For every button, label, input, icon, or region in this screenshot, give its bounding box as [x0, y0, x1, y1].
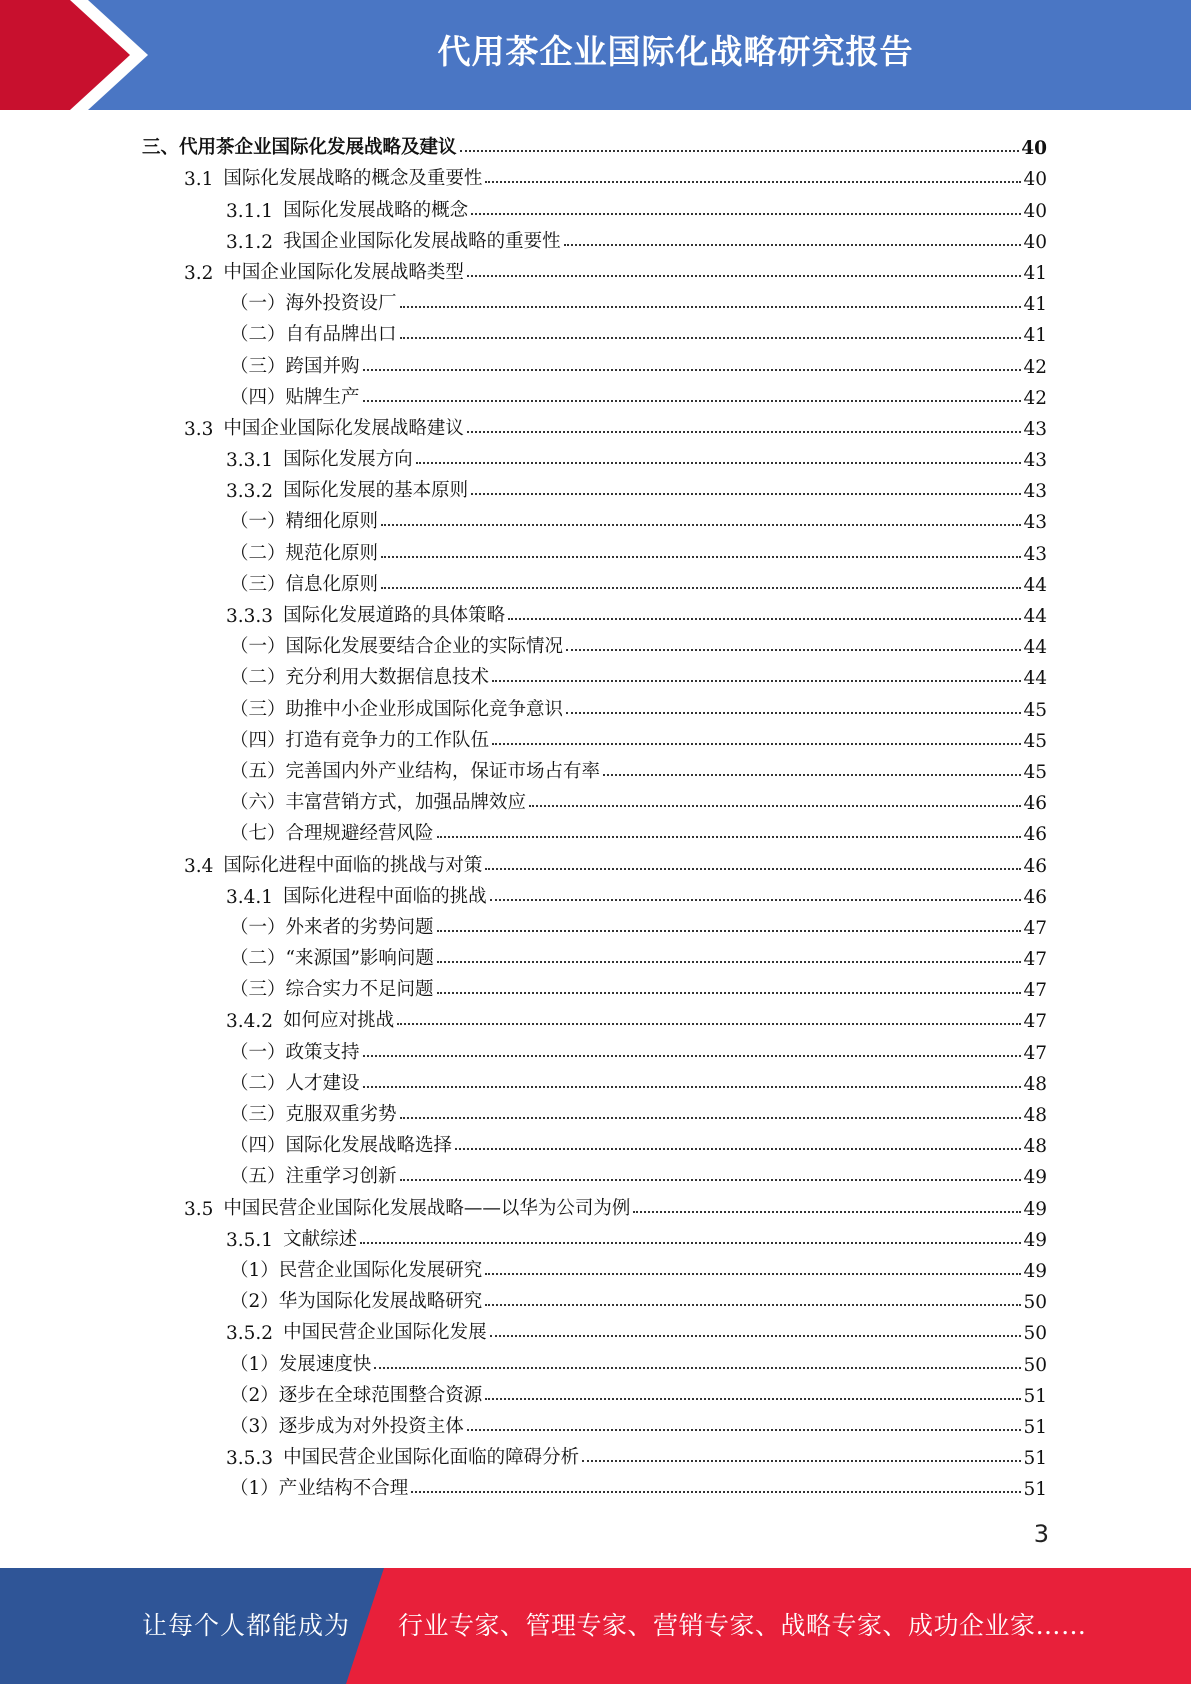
- toc-entry-page: 46: [1023, 793, 1047, 815]
- toc-dot-leader: [529, 805, 1021, 807]
- toc-entry-page: 47: [1023, 1011, 1047, 1033]
- toc-entry-page: 48: [1023, 1105, 1047, 1126]
- table-of-contents: [142, 128, 1047, 1500]
- toc-entry-title: 国际化发展的基本原则: [283, 480, 469, 502]
- toc-entry-page: 46: [1023, 855, 1047, 877]
- toc-entry-title: （五）完善国内外产业结构，保证市场占有率: [230, 760, 601, 782]
- toc-entry-page: 45: [1023, 699, 1047, 721]
- toc-entry-title: 文献综述: [283, 1228, 358, 1250]
- toc-dot-leader: [363, 1055, 1022, 1057]
- toc-entry-title: 国际化进程中面临的挑战与对策: [223, 854, 483, 876]
- toc-dot-leader: [492, 680, 1021, 682]
- toc-entry-page: 49: [1023, 1167, 1047, 1189]
- toc-entry-page: 45: [1023, 761, 1047, 783]
- toc-entry-title: （1）发展速度快: [230, 1353, 372, 1375]
- toc-dot-leader: [381, 556, 1021, 558]
- toc-dot-leader: [471, 213, 1021, 215]
- toc-entry-number: 3.4: [184, 855, 214, 877]
- toc-entry-page: 51: [1023, 1479, 1047, 1501]
- toc-entry-title: （四）贴牌生产: [230, 386, 360, 408]
- toc-entry-number: 3.3.1: [226, 450, 274, 472]
- toc-entry-page: 43: [1023, 418, 1047, 440]
- toc-entry[interactable]: [142, 346, 1047, 377]
- toc-entry-number: 3.3: [184, 418, 214, 440]
- toc-dot-leader: [492, 743, 1021, 745]
- toc-entry-number: 3.3.2: [226, 481, 274, 503]
- toc-entry-title: （四）国际化发展战略选择: [230, 1135, 453, 1157]
- toc-entry[interactable]: [142, 440, 1047, 471]
- toc-entry-title: （一）海外投资设厂: [230, 293, 397, 315]
- toc-dot-leader: [437, 930, 1022, 932]
- page-footer: [0, 1568, 1191, 1684]
- toc-entry[interactable]: [142, 378, 1047, 409]
- toc-dot-leader: [397, 1023, 1021, 1025]
- toc-entry-title: 国际化进程中面临的挑战: [283, 885, 487, 907]
- toc-dot-leader: [400, 306, 1022, 308]
- toc-entry-page: 43: [1023, 481, 1047, 503]
- toc-entry[interactable]: [142, 939, 1047, 970]
- toc-dot-leader: [564, 244, 1022, 246]
- toc-entry-page: 50: [1023, 1354, 1047, 1376]
- toc-entry-title: （2）华为国际化发展战略研究: [230, 1291, 483, 1313]
- toc-entry[interactable]: [142, 1032, 1047, 1063]
- toc-entry-page: 40: [1023, 231, 1047, 253]
- toc-entry-number: 3.2: [184, 262, 214, 284]
- toc-entry-number: 3.1.2: [226, 231, 274, 253]
- toc-entry[interactable]: [142, 1344, 1047, 1375]
- toc-entry-title: （一）国际化发展要结合企业的实际情况: [230, 636, 564, 658]
- toc-entry[interactable]: [142, 1126, 1047, 1157]
- toc-entry[interactable]: [142, 1251, 1047, 1282]
- toc-entry-title: （二）充分利用大数据信息技术: [230, 667, 490, 689]
- toc-entry-title: （1）产业结构不合理: [230, 1478, 409, 1500]
- toc-dot-leader: [508, 618, 1021, 620]
- toc-entry-title: （三）助推中小企业形成国际化竞争意识: [230, 698, 564, 720]
- toc-entry[interactable]: [142, 783, 1047, 814]
- toc-dot-leader: [400, 1117, 1022, 1119]
- toc-dot-leader: [471, 493, 1021, 495]
- toc-entry-number: 3.4.1: [226, 886, 274, 908]
- toc-entry-page: 40: [1023, 169, 1047, 191]
- toc-entry-page: 44: [1023, 606, 1047, 627]
- toc-entry-page: 47: [1023, 949, 1047, 971]
- toc-entry-page: 48: [1023, 1073, 1047, 1095]
- toc-dot-leader: [437, 992, 1022, 994]
- toc-entry[interactable]: [142, 409, 1047, 440]
- toc-entry-page: 51: [1023, 1448, 1047, 1470]
- toc-dot-leader: [455, 1148, 1021, 1150]
- toc-entry-page: 49: [1023, 1229, 1047, 1251]
- toc-dot-leader: [360, 1242, 1021, 1244]
- toc-dot-leader: [416, 462, 1022, 464]
- toc-entry[interactable]: [142, 1376, 1047, 1407]
- toc-entry-page: 49: [1023, 1198, 1047, 1220]
- toc-entry[interactable]: [142, 1407, 1047, 1438]
- toc-entry[interactable]: [142, 689, 1047, 720]
- toc-entry-title: 国际化发展方向: [283, 449, 413, 471]
- toc-entry-page: 42: [1023, 356, 1047, 378]
- toc-entry-title: 中国企业国际化发展战略建议: [223, 417, 464, 439]
- toc-entry[interactable]: [142, 1313, 1047, 1344]
- toc-entry-page: 49: [1023, 1260, 1047, 1282]
- toc-entry-page: 40: [1021, 138, 1047, 160]
- toc-dot-leader: [460, 150, 1020, 152]
- toc-dot-leader: [566, 712, 1021, 714]
- toc-dot-leader: [490, 1335, 1022, 1337]
- toc-entry[interactable]: [142, 1157, 1047, 1188]
- toc-entry-title: 国际化发展战略的概念: [283, 199, 469, 221]
- toc-entry-title: （1）民营企业国际化发展研究: [230, 1259, 483, 1281]
- toc-entry-title: （2）逐步在全球范围整合资源: [230, 1384, 483, 1406]
- toc-entry-number: 3.3.3: [226, 606, 274, 627]
- toc-entry-number: 3.1.1: [226, 200, 274, 222]
- toc-entry[interactable]: [142, 814, 1047, 845]
- toc-entry[interactable]: [142, 1469, 1047, 1500]
- toc-entry[interactable]: [142, 845, 1047, 876]
- toc-entry-page: 43: [1023, 512, 1047, 534]
- toc-entry-page: 45: [1023, 730, 1047, 752]
- toc-entry[interactable]: [142, 1220, 1047, 1251]
- toc-entry[interactable]: [142, 533, 1047, 564]
- toc-dot-leader: [374, 1367, 1021, 1369]
- toc-entry-page: 46: [1023, 824, 1047, 846]
- chevron-arrow-icon: [0, 0, 160, 110]
- toc-entry-title: 我国企业国际化发展战略的重要性: [283, 230, 561, 252]
- toc-dot-leader: [363, 400, 1022, 402]
- toc-entry[interactable]: [142, 471, 1047, 502]
- toc-dot-leader: [582, 1460, 1021, 1462]
- toc-entry[interactable]: [142, 1188, 1047, 1219]
- toc-entry-title: 中国民营企业国际化面临的障碍分析: [283, 1447, 580, 1469]
- toc-entry-page: 41: [1023, 294, 1047, 316]
- toc-entry[interactable]: [142, 658, 1047, 689]
- toc-entry-title: 中国企业国际化发展战略类型: [223, 261, 464, 283]
- toc-dot-leader: [467, 275, 1022, 277]
- toc-dot-leader: [485, 868, 1021, 870]
- toc-entry[interactable]: [142, 190, 1047, 221]
- footer-slogan-left: 让每个人都能成为: [142, 1611, 351, 1640]
- toc-entry-title: （一）外来者的劣势问题: [230, 916, 434, 938]
- toc-entry-page: 43: [1023, 543, 1047, 565]
- toc-entry[interactable]: [142, 596, 1047, 627]
- toc-dot-leader: [437, 961, 1022, 963]
- toc-entry-title: （四）打造有竞争力的工作队伍: [230, 729, 490, 751]
- toc-entry-title: （五）注重学习创新: [230, 1166, 397, 1188]
- toc-dot-leader: [381, 587, 1021, 589]
- toc-entry-title: 国际化发展战略的概念及重要性: [223, 168, 483, 190]
- toc-entry-page: 46: [1023, 886, 1047, 908]
- toc-entry-page: 50: [1023, 1292, 1047, 1314]
- toc-entry-page: 41: [1023, 325, 1047, 347]
- toc-entry-page: 47: [1023, 1042, 1047, 1064]
- toc-entry-title: （七）合理规避经营风险: [230, 823, 434, 845]
- toc-entry-number: 3.5.1: [226, 1229, 274, 1251]
- toc-entry-page: 40: [1023, 200, 1047, 222]
- toc-entry[interactable]: [142, 908, 1047, 939]
- toc-entry-page: 44: [1023, 574, 1047, 596]
- toc-entry[interactable]: [142, 1001, 1047, 1032]
- toc-dot-leader: [603, 774, 1021, 776]
- toc-entry[interactable]: [142, 565, 1047, 596]
- toc-entry-number: 3.5.3: [226, 1448, 274, 1470]
- toc-entry-title: （二）规范化原则: [230, 542, 379, 564]
- page-number: 3: [1033, 1520, 1049, 1548]
- toc-entry-title: （三）克服双重劣势: [230, 1104, 397, 1125]
- toc-entry-title: （三）信息化原则: [230, 573, 379, 595]
- toc-dot-leader: [381, 524, 1021, 526]
- toc-dot-leader: [485, 1273, 1021, 1275]
- toc-entry-title: 三、代用茶企业国际化发展战略及建议: [142, 137, 457, 159]
- toc-entry-page: 42: [1023, 387, 1047, 409]
- toc-entry[interactable]: [142, 315, 1047, 346]
- toc-dot-leader: [467, 431, 1022, 433]
- toc-entry[interactable]: [142, 627, 1047, 658]
- report-title: 代用茶企业国际化战略研究报告: [437, 32, 914, 71]
- toc-entry-title: （3）逐步成为对外投资主体: [230, 1415, 464, 1437]
- toc-entry-title: （二）人才建设: [230, 1072, 360, 1094]
- toc-dot-leader: [467, 1429, 1022, 1431]
- toc-entry[interactable]: [142, 1095, 1047, 1126]
- toc-entry[interactable]: [142, 1064, 1047, 1095]
- toc-entry-title: （六）丰富营销方式，加强品牌效应: [230, 792, 527, 814]
- toc-entry-title: 中国民营企业国际化发展战略——以华为公司为例: [223, 1197, 631, 1219]
- toc-entry-page: 43: [1023, 450, 1047, 472]
- toc-dot-leader: [485, 181, 1021, 183]
- toc-entry-title: （二）“来源国”影响问题: [230, 948, 434, 970]
- toc-entry-title: （一）精细化原则: [230, 511, 379, 533]
- toc-entry[interactable]: [142, 752, 1047, 783]
- toc-entry-page: 47: [1023, 917, 1047, 939]
- page-header: [0, 0, 1191, 110]
- toc-entry-number: 3.4.2: [226, 1011, 274, 1033]
- toc-dot-leader: [633, 1211, 1021, 1213]
- toc-entry-number: 3.5.2: [226, 1323, 274, 1345]
- toc-entry-title: 如何应对挑战: [283, 1010, 395, 1032]
- toc-entry[interactable]: [142, 159, 1047, 190]
- toc-dot-leader: [485, 1398, 1021, 1400]
- toc-entry-title: （一）政策支持: [230, 1041, 360, 1063]
- toc-dot-leader: [411, 1491, 1021, 1493]
- toc-dot-leader: [437, 836, 1022, 838]
- toc-dot-leader: [400, 1179, 1022, 1181]
- toc-entry[interactable]: [142, 877, 1047, 908]
- toc-entry-page: 48: [1023, 1136, 1047, 1158]
- toc-entry[interactable]: [142, 1438, 1047, 1469]
- toc-entry[interactable]: [142, 222, 1047, 253]
- toc-entry-page: 50: [1023, 1323, 1047, 1345]
- toc-entry[interactable]: [142, 502, 1047, 533]
- toc-entry-title: （二）自有品牌出口: [230, 324, 397, 346]
- toc-entry-title: （三）跨国并购: [230, 355, 360, 377]
- toc-entry[interactable]: [142, 1282, 1047, 1313]
- toc-entry[interactable]: [142, 128, 1047, 159]
- footer-slogan-right: 行业专家、管理专家、营销专家、战略专家、成功企业家……: [398, 1611, 1087, 1640]
- toc-entry-page: 51: [1023, 1416, 1047, 1438]
- toc-entry-page: 41: [1023, 262, 1047, 284]
- toc-entry-title: 中国民营企业国际化发展: [283, 1322, 487, 1344]
- toc-dot-leader: [490, 899, 1022, 901]
- toc-entry-page: 44: [1023, 637, 1047, 659]
- toc-dot-leader: [485, 1304, 1021, 1306]
- toc-dot-leader: [566, 649, 1021, 651]
- toc-entry-page: 47: [1023, 980, 1047, 1002]
- toc-dot-leader: [363, 369, 1022, 371]
- toc-entry-number: 3.1: [184, 169, 214, 191]
- toc-entry[interactable]: [142, 253, 1047, 284]
- toc-entry-page: 44: [1023, 668, 1047, 690]
- toc-entry-page: 51: [1023, 1385, 1047, 1407]
- toc-entry[interactable]: [142, 970, 1047, 1001]
- toc-entry-title: （三）综合实力不足问题: [230, 979, 434, 1001]
- toc-dot-leader: [400, 337, 1022, 339]
- toc-dot-leader: [363, 1086, 1022, 1088]
- toc-entry[interactable]: [142, 721, 1047, 752]
- toc-entry-number: 3.5: [184, 1198, 214, 1220]
- toc-entry[interactable]: [142, 284, 1047, 315]
- toc-entry-title: 国际化发展道路的具体策略: [283, 605, 506, 626]
